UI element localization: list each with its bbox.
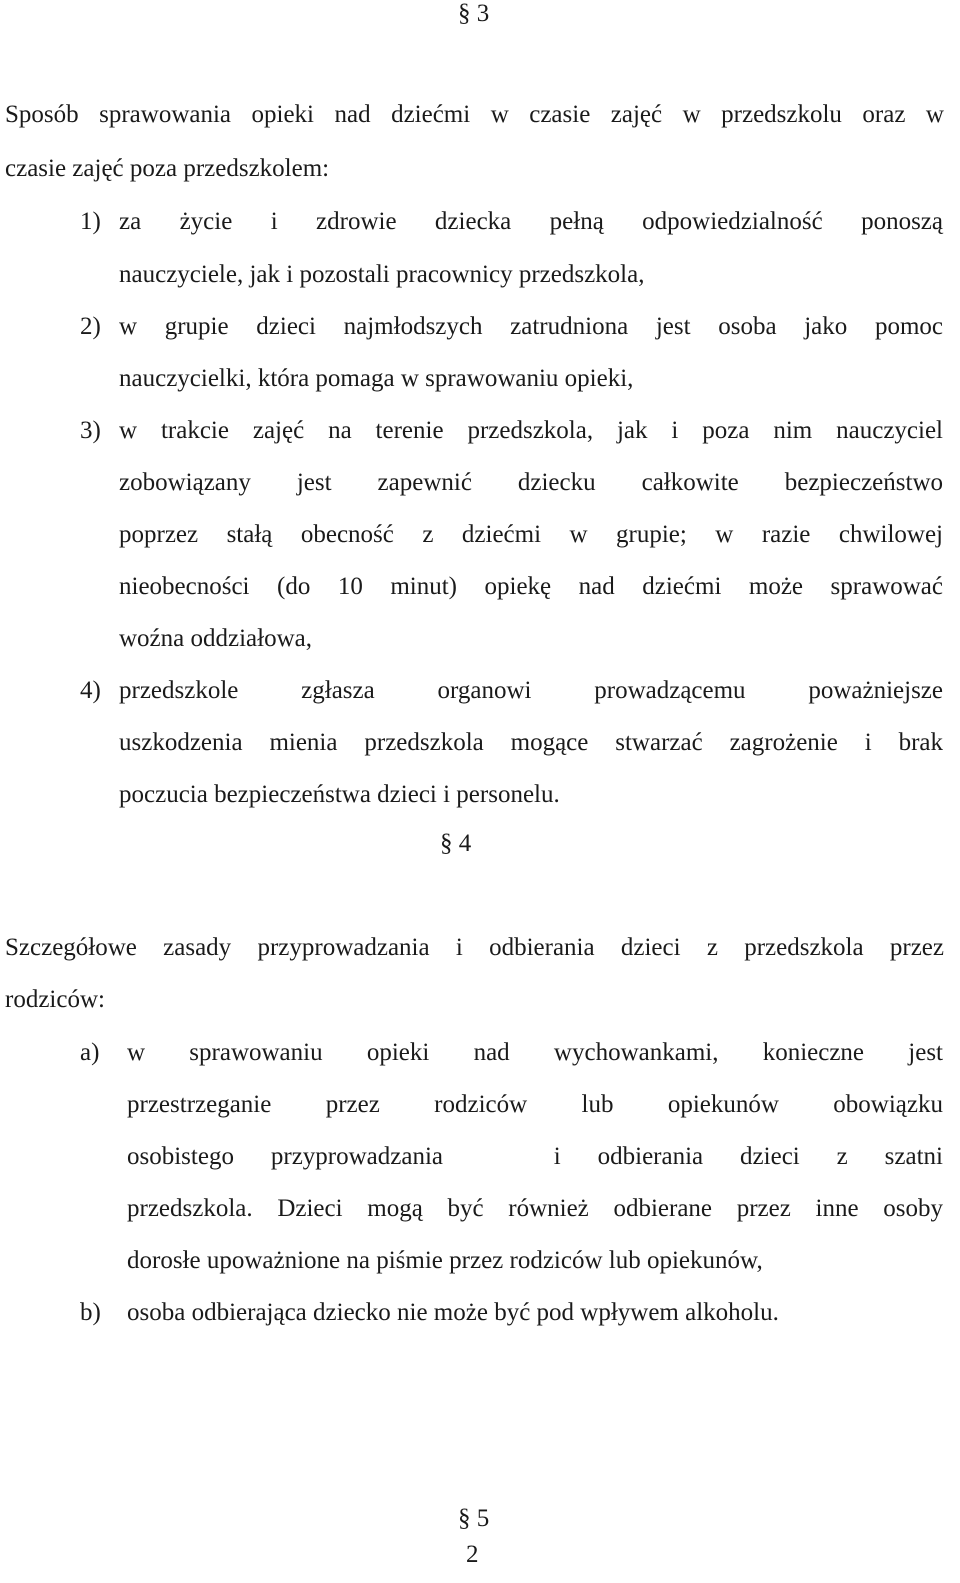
list-item-line: przedszkole zgłasza organowi prowadzącemu poważniejsze <box>119 677 943 704</box>
section-4-heading: § 4 <box>440 830 472 857</box>
paragraph-line: Sposób sprawowania opieki nad dziećmi w czasie zajęć w przedszkolu oraz w <box>5 101 944 128</box>
section-3-heading: § 3 <box>458 0 490 27</box>
list-item-line: nauczyciele, jak i pozostali pracownicy przedszkola, <box>119 261 645 288</box>
list-item-line: w grupie dzieci najmłodszych zatrudniona jest osoba jako pomoc <box>119 313 943 340</box>
list-item-line: nieobecności (do 10 minut) opiekę nad dziećmi może sprawować <box>119 573 943 600</box>
list-item-letter: a) <box>80 1039 100 1066</box>
list-item-line: zobowiązany jest zapewnić dziecku całkowite bezpieczeństwo <box>119 469 943 496</box>
list-item-line: dorosłe upoważnione na piśmie przez rodziców lub opiekunów, <box>127 1247 763 1274</box>
list-item-letter: b) <box>80 1299 101 1326</box>
list-item-line: przestrzeganie przez rodziców lub opiekunów obowiązku <box>127 1091 943 1118</box>
list-item-number: 3) <box>80 417 101 444</box>
list-item-line: za życie i zdrowie dziecka pełną odpowiedzialność ponoszą <box>119 208 943 235</box>
section-5-heading: § 5 <box>458 1505 490 1532</box>
list-item-line: osobistego przyprowadzania i odbierania dzieci z szatni <box>127 1143 943 1170</box>
list-item-line: w trakcie zajęć na terenie przedszkola, jak i poza nim nauczyciel <box>119 417 943 444</box>
list-item-line: uszkodzenia mienia przedszkola mogące stwarzać zagrożenie i brak <box>119 729 943 756</box>
list-item-line: przedszkola. Dzieci mogą być również odbierane przez inne osoby <box>127 1195 943 1222</box>
list-item-line: nauczycielki, która pomaga w sprawowaniu opieki, <box>119 365 634 392</box>
paragraph-line: rodziców: <box>5 986 105 1013</box>
page-number: 2 <box>466 1541 479 1568</box>
list-item-number: 1) <box>80 208 101 235</box>
list-item-line: poczucia bezpieczeństwa dzieci i personelu. <box>119 781 560 808</box>
list-item-line: woźna oddziałowa, <box>119 625 312 652</box>
list-item-line: osoba odbierająca dziecko nie może być pod wpływem alkoholu. <box>127 1299 779 1326</box>
list-item-line: w sprawowaniu opieki nad wychowankami, konieczne jest <box>127 1039 943 1066</box>
list-item-number: 4) <box>80 677 101 704</box>
list-item-line: poprzez stałą obecność z dziećmi w grupie; w razie chwilowej <box>119 521 943 548</box>
paragraph-line: czasie zajęć poza przedszkolem: <box>5 155 330 182</box>
list-item-number: 2) <box>80 313 101 340</box>
paragraph-line: Szczegółowe zasady przyprowadzania i odbierania dzieci z przedszkola przez <box>5 934 944 961</box>
